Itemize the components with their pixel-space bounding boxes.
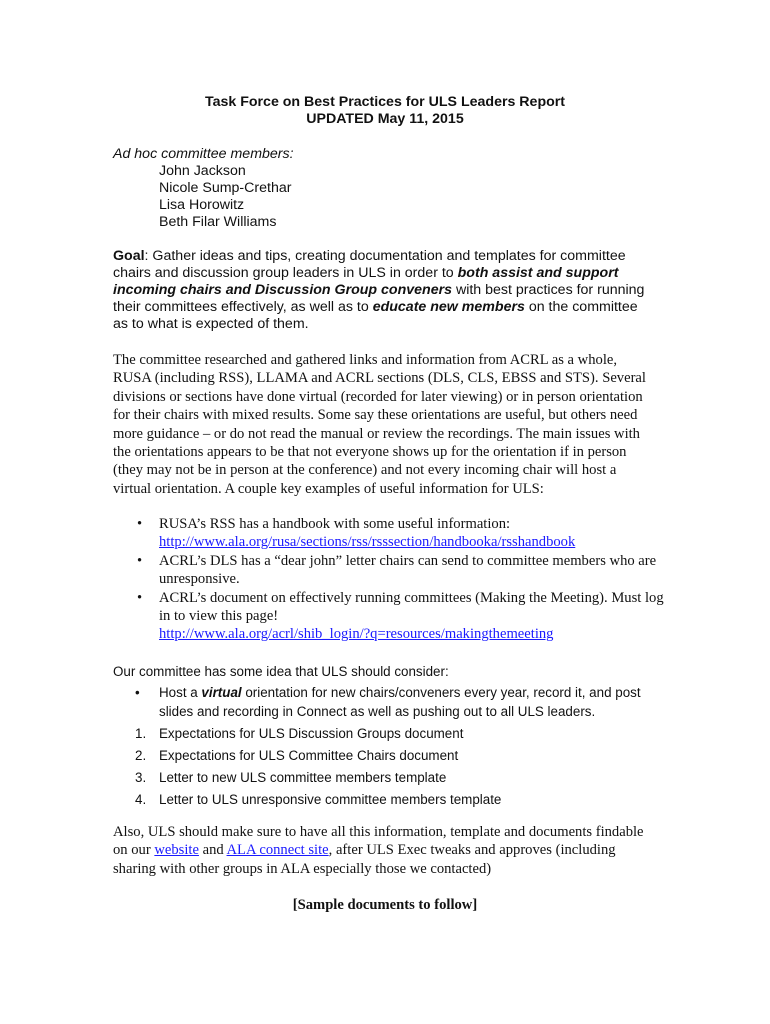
bullet-icon: •: [135, 685, 140, 700]
website-link[interactable]: website: [154, 842, 199, 859]
also-text-pre: Also, ULS should make sure to have all this information, template and documents findable on our: [113, 824, 644, 859]
member-name: Nicole Sump-Crethar: [159, 180, 292, 196]
example-text: RUSA’s RSS has a handbook with some useful information:: [159, 516, 511, 532]
goal-emphasis-2: educate new members: [372, 299, 525, 315]
example-text: ACRL’s document on effectively running committees (Making the Meeting). Must log in to view this page!: [159, 589, 664, 625]
member-name: Beth Filar Williams: [159, 214, 277, 230]
goal-emphasis-1: both assist and support incoming chairs and Discussion Group conveners: [113, 265, 619, 298]
list-item: [113, 789, 653, 811]
list-item: [113, 589, 673, 644]
list-number: 4.: [135, 792, 147, 807]
committee-members-list: [159, 163, 291, 231]
list-number: 1.: [135, 726, 147, 741]
consider-list: [113, 683, 653, 811]
list-number: 3.: [135, 770, 147, 785]
list-item: [113, 552, 673, 589]
goal-text-2: with best practices for running their committees effectively, as well as to: [113, 282, 645, 315]
ala-connect-link[interactable]: ALA connect site: [226, 842, 329, 859]
member-name: John Jackson: [159, 163, 246, 179]
research-paragraph: The committee researched and gathered links and information from ACRL as a whole, RUSA (including RSS), LLAMA and ACRL sections (DLS, CLS, EBSS and STS). Several divisions or sections have done virtual (recorded for later viewing) or in person orientation for their chairs with mixed results. Some say these orientations are useful, but others need more guidance – or do not read the manual or review the recordings. The main issues with the orientations appears to be that not everyone shows up for the orientation if in person (they may not be in person at the conference) and not every incoming chair will host a virtual orientation. A couple key examples of useful information for ULS:: [113, 352, 646, 497]
also-text-post: , after ULS Exec tweaks and approves (including sharing with other groups in ALA especially those we contacted): [113, 842, 616, 877]
making-the-meeting-link[interactable]: http://www.ala.org/acrl/shib_login/?q=resources/makingthemeeting: [159, 626, 554, 643]
goal-text-1: : Gather ideas and tips, creating documentation and templates for committee chairs and discussion group leaders in ULS in order to: [113, 248, 626, 281]
example-text: ACRL’s DLS has a “dear john” letter chairs can send to committee members who are unresponsive.: [159, 552, 657, 588]
consider-bullet-emphasis: virtual: [201, 685, 242, 700]
list-item: [113, 723, 653, 745]
consider-item-text: Letter to ULS unresponsive committee members template: [159, 792, 502, 807]
consider-item-text: Letter to new ULS committee members template: [159, 770, 447, 785]
goal-paragraph: [113, 248, 653, 333]
report-title: [0, 94, 770, 128]
consider-bullet-post: orientation for new chairs/conveners every year, record it, and post slides and recording in Connect as well as pushing out to all ULS leaders.: [159, 685, 641, 719]
goal-label: Goal: [113, 248, 145, 264]
consider-bullet-pre: Host a: [159, 685, 202, 700]
consider-label: Our committee has some idea that ULS should consider:: [113, 664, 449, 679]
examples-list: [113, 515, 673, 644]
list-item: [113, 745, 653, 767]
title-line-1: Task Force on Best Practices for ULS Leaders Report: [204, 94, 566, 110]
bullet-icon: •: [137, 589, 143, 606]
consider-item-text: Expectations for ULS Discussion Groups document: [159, 726, 464, 741]
bullet-icon: •: [137, 552, 143, 569]
list-item: [113, 767, 653, 789]
list-item: [113, 515, 673, 552]
committee-members-label: Ad hoc committee members:: [113, 146, 294, 162]
also-text-mid: and: [198, 842, 227, 859]
consider-item-text: Expectations for ULS Committee Chairs document: [159, 748, 459, 763]
title-line-2: UPDATED May 11, 2015: [306, 111, 464, 127]
rss-handbook-link[interactable]: http://www.ala.org/rusa/sections/rss/rsssection/handbooka/rsshandbook: [159, 534, 576, 551]
bullet-icon: •: [137, 516, 143, 532]
goal-text-3: on the committee as to what is expected of them.: [113, 299, 638, 332]
also-paragraph: [113, 823, 658, 878]
list-item: [113, 683, 653, 723]
list-number: 2.: [135, 748, 147, 763]
sample-documents-note: [Sample documents to follow]: [292, 897, 478, 913]
member-name: Lisa Horowitz: [159, 197, 245, 213]
